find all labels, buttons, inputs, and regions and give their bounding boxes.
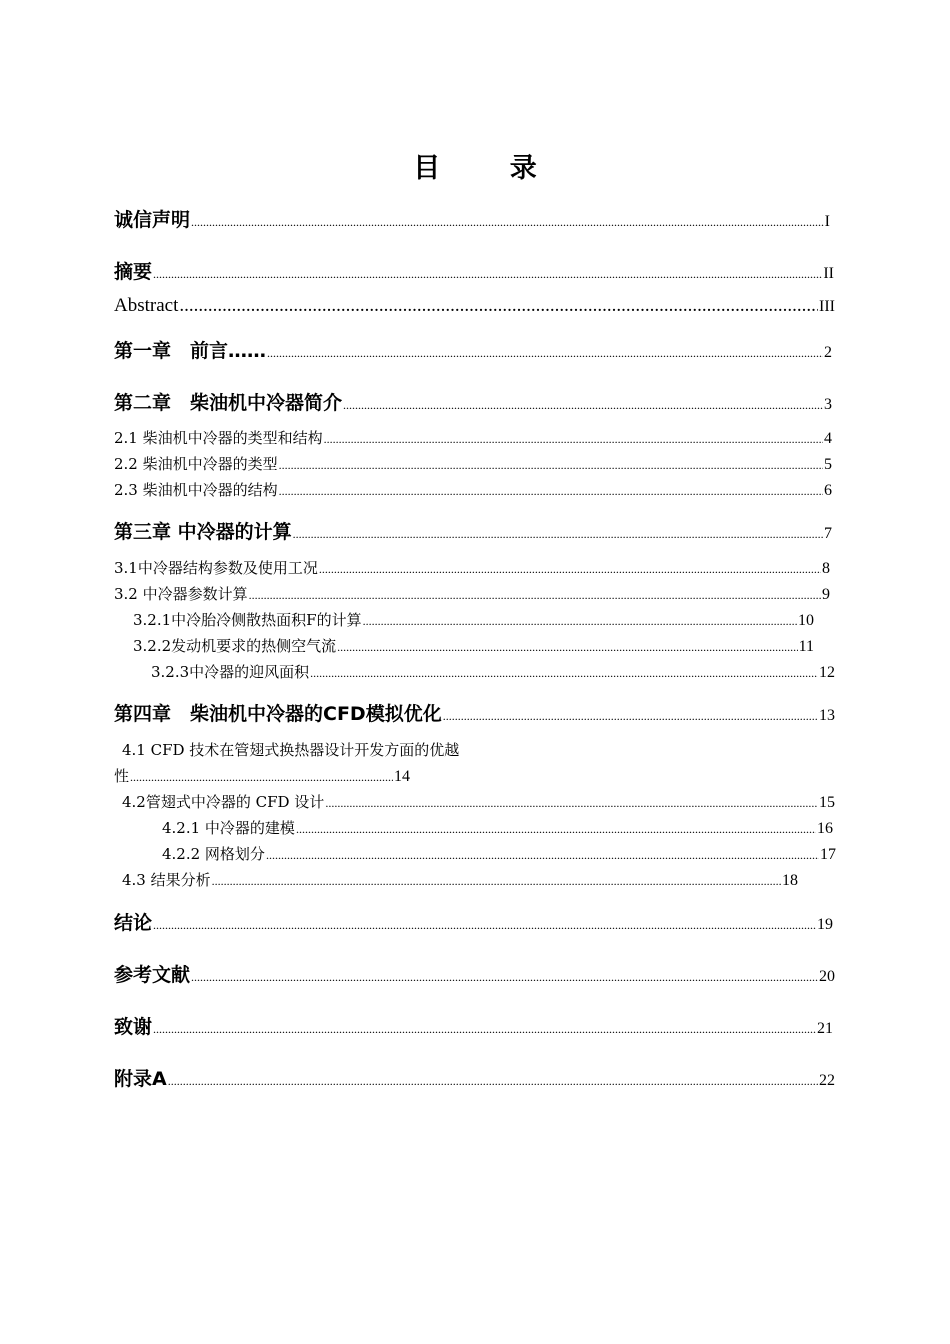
toc-page-number: 10 [798, 612, 814, 629]
toc-entry-label: 2.1 柴油机中冷器的类型和结构 [114, 429, 323, 447]
toc-entry-abstract-en[interactable] [114, 295, 835, 317]
toc-page-number: 21 [817, 1020, 833, 1037]
toc-entry-abstract-cn[interactable] [114, 257, 834, 284]
toc-page-number: 19 [817, 916, 833, 933]
toc-entry-label: 第一章 前言…… [114, 340, 267, 362]
toc-entry-label: 4.2.1 中冷器的建模 [162, 819, 295, 837]
toc-entry-2-2[interactable] [114, 453, 832, 474]
toc-entry-label: 3.2.1中冷胎冷侧散热面积F的计算 [133, 611, 362, 629]
toc-entry-label: 4.2.2 网格划分 [162, 845, 265, 863]
toc-entry-label: 3.2.3中冷器的迎风面积 [151, 663, 310, 681]
toc-entry-4-1-continuation[interactable] [114, 765, 410, 786]
toc-entry-label: 3.1中冷器结构参数及使用工况 [114, 559, 318, 577]
toc-page-number: 18 [782, 872, 798, 889]
toc-entry-chapter-2[interactable] [114, 388, 832, 415]
toc-leader [296, 822, 816, 834]
toc-entry-label: Abstract [114, 295, 179, 316]
toc-entry-4-2-1[interactable] [162, 817, 833, 838]
toc-leader [212, 874, 781, 886]
toc-leader [249, 588, 821, 600]
toc-leader [337, 640, 797, 652]
toc-entry-4-2[interactable] [122, 791, 835, 812]
toc-entry-3-2[interactable] [114, 583, 830, 604]
toc-entry-label: 参考文献 [114, 964, 191, 986]
toc-leader [293, 527, 823, 539]
toc-leader [153, 267, 822, 279]
toc-entry-2-1[interactable] [114, 427, 832, 448]
toc-entry-label: 2.3 柴油机中冷器的结构 [114, 481, 278, 499]
toc-entry-label: 2.2 柴油机中冷器的类型 [114, 455, 278, 473]
toc-entry-label: 第二章 柴油机中冷器简介 [114, 392, 343, 414]
toc-leader [191, 215, 824, 227]
toc-leader [179, 295, 818, 314]
toc-entry-label: 摘要 [114, 261, 153, 283]
toc-page-number: 5 [824, 456, 832, 473]
toc-leader [191, 970, 818, 982]
toc-leader [153, 918, 816, 930]
toc-leader [267, 346, 823, 358]
toc-entry-label: 附录A [114, 1068, 167, 1090]
toc-page-number: 13 [819, 707, 835, 724]
toc-entry-integrity-statement[interactable] [114, 205, 830, 232]
toc-page-number: 11 [798, 638, 814, 655]
toc-entry-label: 结论 [114, 912, 153, 934]
toc-leader [153, 1022, 816, 1034]
toc-page-number: 14 [394, 768, 410, 785]
toc-leader [363, 614, 797, 626]
toc-entry-2-3[interactable] [114, 479, 832, 500]
toc-entry-4-3[interactable] [122, 869, 798, 890]
toc-page-number: 22 [819, 1072, 835, 1089]
toc-entry-references[interactable] [114, 960, 835, 987]
toc-leader [443, 709, 818, 721]
toc-entry-label-continuation: 性 [114, 767, 130, 785]
toc-leader [279, 458, 823, 470]
toc-page-number: 8 [822, 560, 830, 577]
toc-entry-conclusion[interactable] [114, 908, 833, 935]
toc-entry-3-2-2[interactable] [133, 635, 814, 656]
toc-page-number: I [824, 213, 830, 230]
toc-entry-label: 致谢 [114, 1016, 153, 1038]
toc-entry-label: 4.2管翅式中冷器的 CFD 设计 [122, 793, 325, 811]
toc-page-number: 6 [824, 482, 832, 499]
toc-entry-label: 诚信声明 [114, 209, 191, 231]
toc-entry-label: 第三章 中冷器的计算 [114, 521, 292, 543]
toc-leader [325, 796, 818, 808]
toc-entry-chapter-1[interactable] [114, 336, 832, 363]
toc-leader [319, 562, 821, 574]
toc-leader [343, 398, 823, 410]
toc-entry-4-2-2[interactable] [162, 843, 836, 864]
toc-entry-acknowledgements[interactable] [114, 1012, 833, 1039]
toc-entry-label: 4.3 结果分析 [122, 871, 211, 889]
toc-entry-appendix-a[interactable] [114, 1064, 835, 1091]
toc-page-number: 12 [819, 664, 835, 681]
toc-leader [266, 848, 819, 860]
toc-entry-3-1[interactable] [114, 557, 830, 578]
toc-page-number: 3 [824, 396, 832, 413]
toc-leader [310, 666, 818, 678]
toc-entry-label: 3.2.2发动机要求的热侧空气流 [133, 637, 337, 655]
toc-page-number: III [819, 298, 835, 315]
toc-page-number: 17 [820, 846, 836, 863]
toc-page-number: 9 [822, 586, 830, 603]
toc-page-number: 4 [824, 430, 832, 447]
toc-entry-chapter-3[interactable] [114, 517, 832, 544]
toc-leader [279, 484, 823, 496]
toc-page-number: II [823, 265, 834, 282]
toc-page-number: 16 [817, 820, 833, 837]
toc-leader [168, 1074, 818, 1086]
toc-entry-chapter-4[interactable] [114, 699, 835, 726]
toc-entry-4-1-first-line[interactable] [122, 739, 459, 760]
toc-page-number: 2 [824, 344, 832, 361]
toc-page-number: 15 [819, 794, 835, 811]
toc-entry-label: 4.1 CFD 技术在管翅式换热器设计开发方面的优越 [122, 741, 460, 759]
toc-entry-label: 3.2 中冷器参数计算 [114, 585, 248, 603]
toc-page-number: 20 [819, 968, 835, 985]
page-title: 目 录 [413, 153, 567, 184]
toc-leader [130, 770, 393, 782]
toc-page-number: 7 [824, 525, 832, 542]
toc-entry-3-2-3[interactable] [151, 661, 835, 682]
toc-leader [324, 432, 823, 444]
toc-entry-label: 第四章 柴油机中冷器的CFD模拟优化 [114, 703, 442, 725]
toc-entry-3-2-1[interactable] [133, 609, 814, 630]
